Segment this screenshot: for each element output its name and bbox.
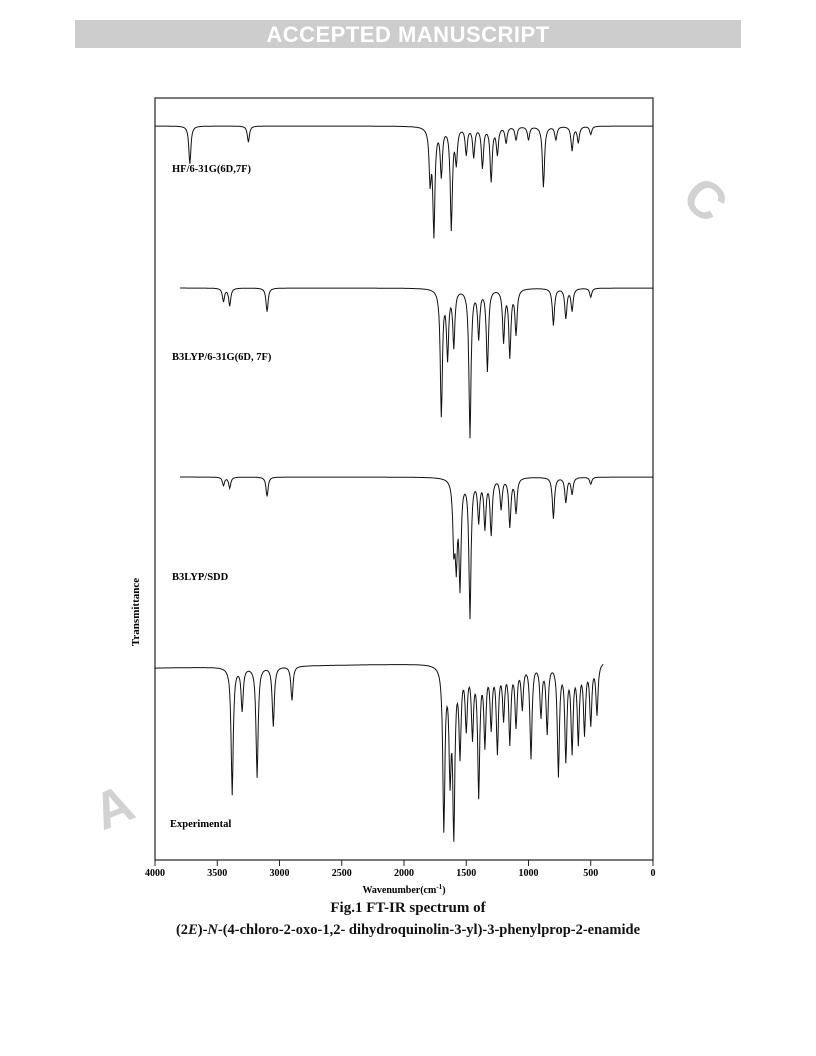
compound-part-2: )- (197, 922, 208, 938)
compound-part-n: N (207, 922, 218, 938)
series-label-4: Experimental (170, 819, 232, 830)
y-axis-label: Transmittance (130, 577, 142, 647)
x-tick-label-2500: 2500 (331, 868, 352, 879)
x-tick-label-4000: 4000 (145, 868, 165, 879)
figure-caption-title: Fig.1 FT-IR spectrum of (330, 900, 486, 916)
compound-part-1: (2 (175, 922, 189, 938)
banner-text: ACCEPTED MANUSCRIPT (266, 22, 550, 47)
series-labels (170, 164, 272, 830)
x-tick-label-3500: 3500 (207, 868, 228, 879)
x-tick-label-3000: 3000 (269, 868, 290, 879)
spectrum-line-4 (155, 664, 603, 841)
spectrum-line-2 (180, 288, 653, 438)
compound-part-3: -(4-chloro-2-oxo-1,2- dihydroquinolin-3-yl)-3-phenylprop-2-enamide (217, 922, 641, 938)
x-axis-label (362, 883, 445, 896)
x-axis-label-sup: -1 (436, 883, 443, 891)
x-axis-label-main: Wavenumber(cm (362, 885, 437, 896)
x-tick-label-1000: 1000 (518, 868, 539, 879)
compound-part-e: E (188, 922, 198, 938)
series-label-2: B3LYP/6-31G(6D, 7F) (172, 352, 272, 363)
spectra-group (155, 126, 653, 842)
series-label-1: HF/6-31G(6D,7F) (172, 164, 252, 175)
series-label-3: B3LYP/SDD (172, 572, 229, 583)
x-tick-label-1500: 1500 (456, 868, 477, 879)
watermark-letter-c: C (671, 165, 738, 235)
spectrum-line-3 (180, 477, 653, 619)
spectrum-line-1 (155, 126, 653, 239)
x-tick-label-2000: 2000 (394, 868, 414, 879)
x-axis-ticks (145, 860, 656, 879)
x-axis-label-close: ) (442, 885, 446, 896)
figure-caption-compound (0, 922, 816, 939)
watermark-letter-a: A (85, 774, 143, 842)
x-tick-label-0: 0 (650, 868, 656, 879)
x-tick-label-500: 500 (583, 868, 599, 879)
